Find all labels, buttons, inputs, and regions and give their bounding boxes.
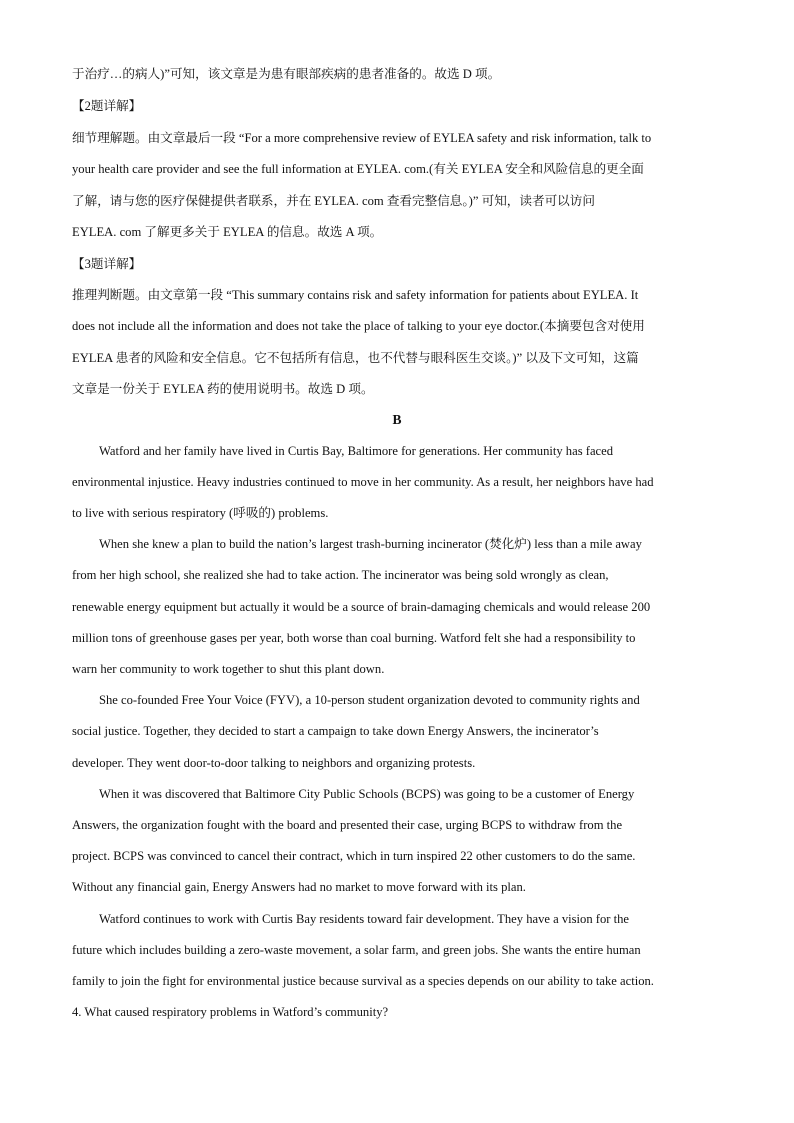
passage-line: When it was discovered that Baltimore City Public Schools (BCPS) was going to be a customer of Energy [99,787,635,801]
passage-title: B [392,412,402,427]
passage-line: Watford continues to work with Curtis Bay residents toward fair development. They have a vision for the [99,912,630,926]
q2-line: your health care provider and see the full information at EYLEA. com.(有关 EYLEA 安全和风险信息的更全面 [72,162,644,176]
passage-line: renewable energy equipment but actually it would be a source of brain-damaging chemicals and would release 200 [72,600,651,614]
passage-line: future which includes building a zero-waste movement, a solar farm, and green jobs. She wants the entire human [72,943,641,957]
passage-line: to live with serious respiratory (呼吸的) problems. [72,506,329,520]
passage-line: Watford and her family have lived in Curtis Bay, Baltimore for generations. Her community has faced [99,444,614,458]
q3-line: does not include all the information and does not take the place of talking to your eye doctor.(本摘要包含对使用 [72,319,645,333]
passage-line: million tons of greenhouse gases per year, both worse than coal burning. Watford felt she had a responsibility to [72,631,636,645]
passage-line: project. BCPS was convinced to cancel their contract, which in turn inspired 22 other customers to do the same. [72,849,636,863]
q2-heading: 【2题详解】 [72,99,142,113]
q2-line: 了解，请与您的医疗保健提供者联系，并在 EYLEA. com 查看完整信息。)” 可知，读者可以访问 [72,194,595,208]
passage-line: from her high school, she realized she had to take action. The incinerator was being sold wrongly as clean, [72,568,609,582]
passage-line: family to join the fight for environmental justice because survival as a species depends on our ability to take action. [72,974,654,988]
q2-line: EYLEA. com 了解更多关于 EYLEA 的信息。故选 A 项。 [72,225,383,239]
passage-line: developer. They went door-to-door talking to neighbors and organizing protests. [72,756,476,770]
q2-line: 细节理解题。由文章最后一段 “For a more comprehensive review of EYLEA safety and risk information, talk to [72,131,652,145]
q3-line: EYLEA 患者的风险和安全信息。它不包括所有信息，也不代替与眼科医生交谈。)” 以及下文可知，这篇 [72,351,639,365]
answer-line: 于治疗…的病人)”可知，该文章是为患有眼部疾病的患者准备的。故选 D 项。 [72,67,501,81]
passage-line: When she knew a plan to build the nation’s largest trash-burning incinerator (焚化炉) less than a mile away [99,537,642,551]
q3-line: 推理判断题。由文章第一段 “This summary contains risk and safety information for patients about EYLEA. It [72,288,639,302]
passage-line: social justice. Together, they decided to start a campaign to take down Energy Answers, the incinerator’s [72,724,599,738]
passage-line: Without any financial gain, Energy Answers had no market to move forward with its plan. [72,880,526,894]
passage-line: She co-founded Free Your Voice (FYV), a 10-person student organization devoted to community rights and [99,693,640,707]
q3-heading: 【3题详解】 [72,257,142,271]
q3-line: 文章是一份关于 EYLEA 药的使用说明书。故选 D 项。 [72,382,374,396]
passage-line: environmental injustice. Heavy industries continued to move in her community. As a result, her neighbors have had [72,475,654,489]
question-4: 4. What caused respiratory problems in Watford’s community? [72,1005,389,1019]
passage-line: Answers, the organization fought with the board and presented their case, urging BCPS to withdraw from the [72,818,623,832]
passage-line: warn her community to work together to shut this plant down. [72,662,385,676]
